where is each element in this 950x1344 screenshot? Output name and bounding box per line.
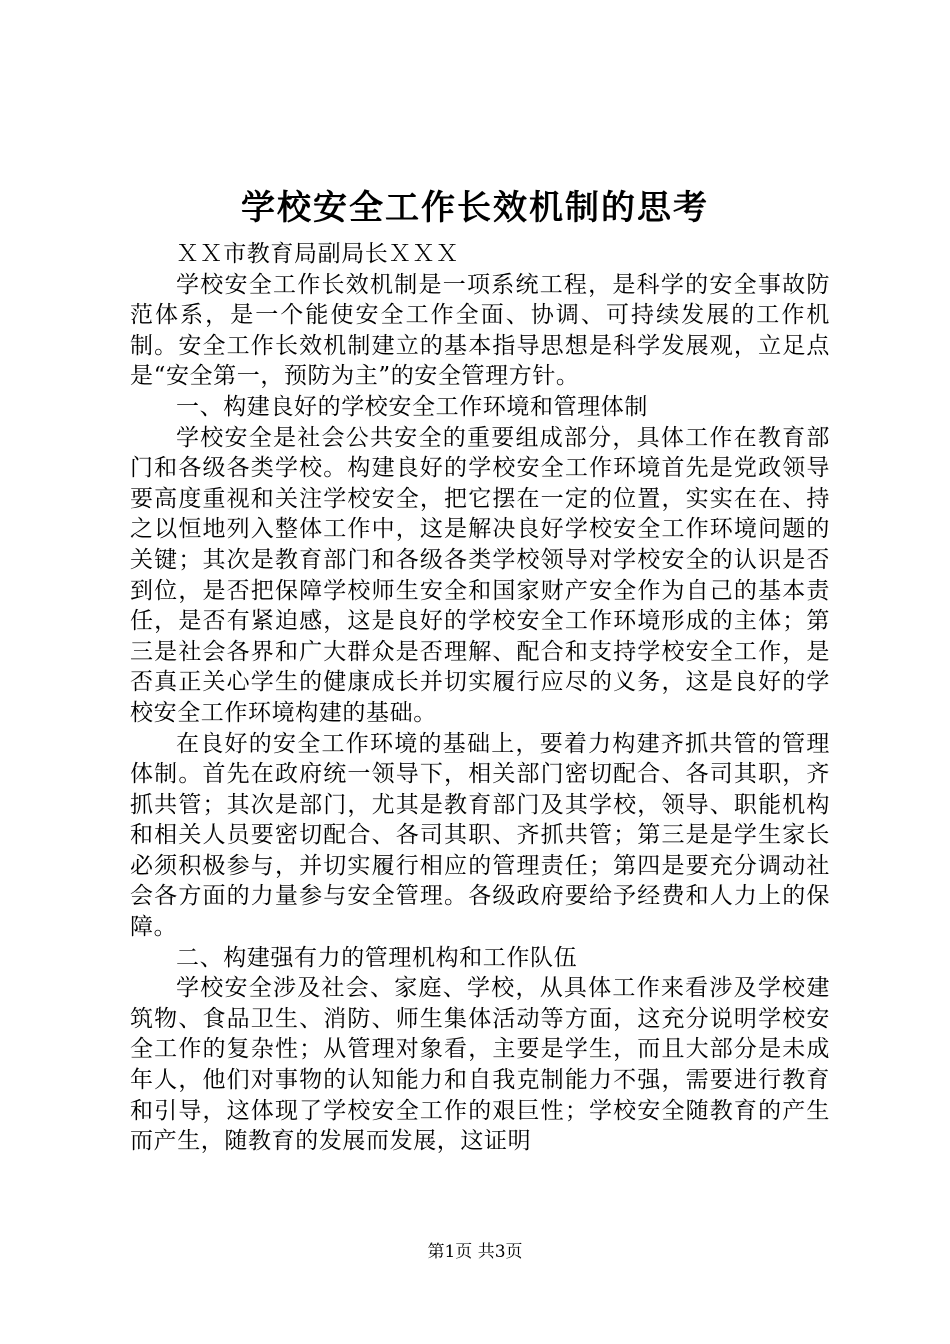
author-line: ＸＸ市教育局副局长ＸＸＸ: [176, 241, 460, 267]
paragraph-management-system: 在良好的安全工作环境的基础上，要着力构建齐抓共管的管理体制。首先在政府统一领导下，相关部门密切配合、各司其职，齐抓共管；其次是部门，尤其是教育部门及其学校，领导、职能机构和相关人员要密切配合、各司其职、齐抓共管；第三是是学生家长必须积极参与，并切实履行相应的管理责任；第四是要充分调动社会各方面的力量参与安全管理。各级政府要给予经费和人力上的保障。: [130, 730, 830, 941]
page-footer: 第1页 共3页: [427, 1242, 523, 1262]
paragraph-environment: 学校安全是社会公共安全的重要组成部分，具体工作在教育部门和各级各类学校。构建良好的学校安全工作环境首先是党政领导要高度重视和关注学校安全，把它摆在一定的位置，实实在在、持之以恒地列入整体工作中，这是解决良好学校安全工作环境问题的关键；其次是教育部门和各级各类学校领导对学校安全的认识是否到位，是否把保障学校师生安全和国家财产安全作为自己的基本责任，是否有紧迫感，这是良好的学校安全工作环境形成的主体；第三是社会各界和广大群众是否理解、配合和支持学校安全工作，是否真正关心学生的健康成长并切实履行应尽的义务，这是良好的学校安全工作环境构建的基础。: [130, 424, 830, 726]
document-title: 学校安全工作长效机制的思考: [241, 188, 709, 228]
paragraph-intro: 学校安全工作长效机制是一项系统工程，是科学的安全事故防范体系，是一个能使安全工作全面、协调、可持续发展的工作机制。安全工作长效机制建立的基本指导思想是科学发展观，立足点是“安全第一，预防为主”的安全管理方针。: [130, 271, 830, 390]
paragraph-organization: 学校安全涉及社会、家庭、学校，从具体工作来看涉及学校建筑物、食品卫生、消防、师生集体活动等方面，这充分说明学校安全工作的复杂性；从管理对象看，主要是学生，而且大部分是未成年人，他们对事物的认知能力和自我克制能力不强，需要进行教育和引导，这体现了学校安全工作的艰巨性；学校安全随教育的产生而产生，随教育的发展而发展，这证明: [130, 975, 830, 1155]
section-heading-2: 二、构建强有力的管理机构和工作队伍: [176, 944, 578, 971]
section-heading-1: 一、构建良好的学校安全工作环境和管理体制: [176, 393, 648, 420]
document-body: [130, 239, 830, 1157]
